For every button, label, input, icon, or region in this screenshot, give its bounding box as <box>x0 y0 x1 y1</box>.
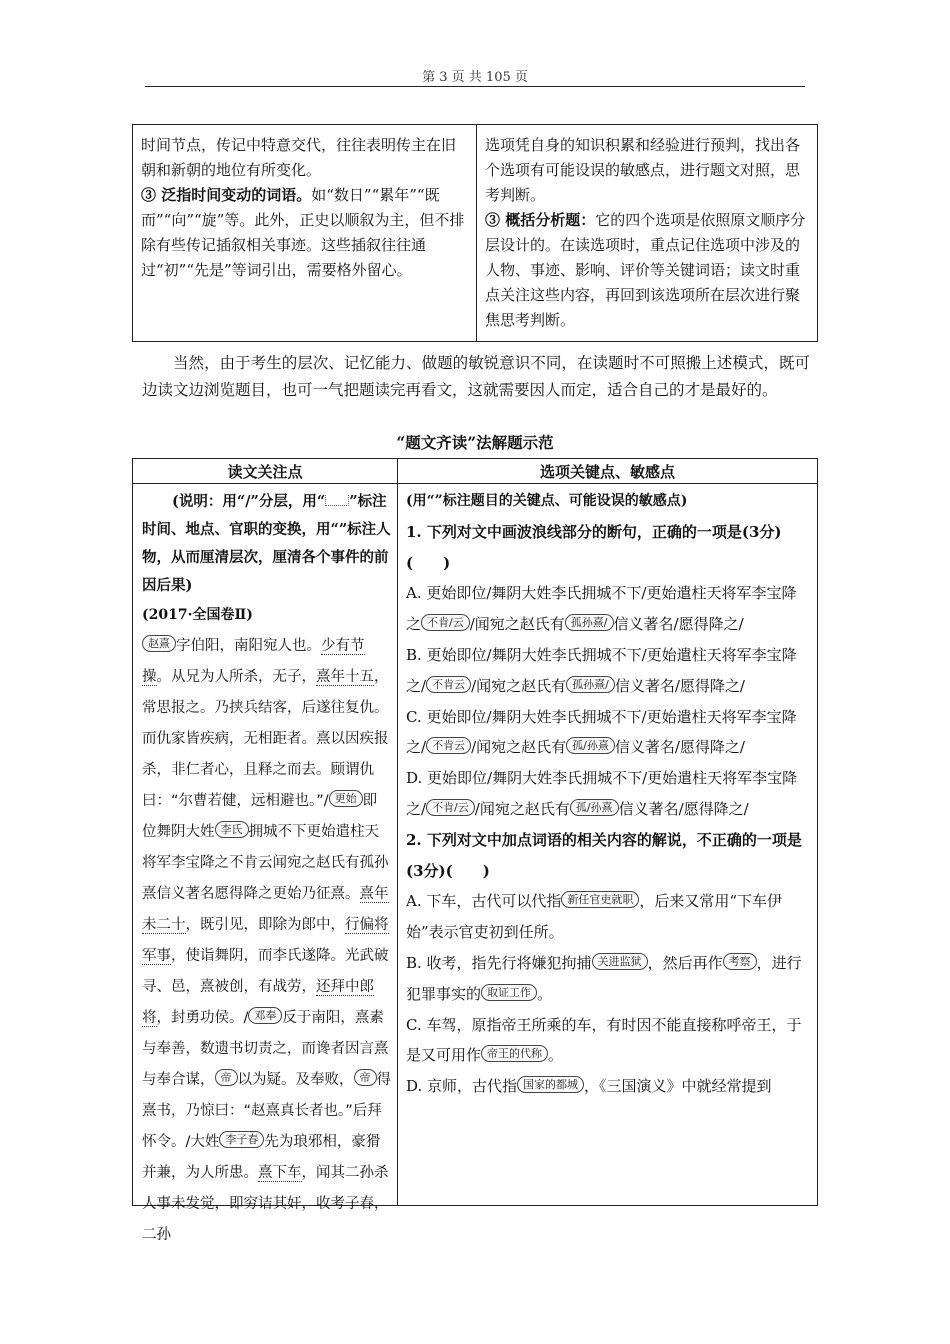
q1-option-b-seg-2: /闻宛之赵氏有 <box>471 676 567 695</box>
q1-option-d-tag-2: 孤/孙熹 <box>570 799 619 816</box>
passage-seg-6: ，既引见，即除为郎中， <box>185 917 345 933</box>
right-item-3-body: 它的四个选项是依照原文顺序分层设计的。在读选项时，重点记住选项中涉及的人物、事迹、影响、评价等关键词语；读文时重点关注这些内容，再回到该选项所在层次进行聚焦思考判断。 <box>485 211 806 329</box>
person-tag-lishi: 李氏 <box>215 821 249 838</box>
q1-option-c-tag-1: 不肯云 <box>426 737 471 754</box>
passage-underline-2: 熹年十五 <box>316 669 374 685</box>
q2-option-b-seg-4: 。 <box>537 984 553 1003</box>
person-tag-dengfeng: 邓奉 <box>248 1007 282 1024</box>
q1-option-b-tag-1: 不肯云 <box>426 676 471 693</box>
right-item-3 <box>485 208 809 333</box>
passage-seg-10: 以为疑。及奉败， <box>237 1072 354 1088</box>
header-divider <box>145 86 805 87</box>
passage-text <box>142 631 391 1251</box>
q2-option-b-tag-1: 关进监狱 <box>592 953 648 970</box>
method-table <box>132 124 818 342</box>
person-tag-gengshi: 更始 <box>329 790 363 807</box>
q1-option-c-seg-2: /闻宛之赵氏有 <box>471 738 567 757</box>
passage-underline-4: 行偏将军事 <box>142 917 389 964</box>
left-item-3-head: ③ 泛指时间变动的词语。 <box>141 186 312 204</box>
q1-option-d-tag-1: 不肯/云 <box>426 799 475 816</box>
question-1: 1. 下列对文中画波浪线部分的断句，正确的一项是(3分)( ) <box>406 522 782 572</box>
q1-option-d <box>406 763 809 825</box>
q2-option-b <box>406 948 809 1010</box>
q2-option-b-seg-1: B. 收考，指先行将嫌犯拘捕 <box>406 953 592 972</box>
q1-option-a <box>406 578 809 640</box>
q2-option-c-seg-1: C. 车驾，原指帝王所乘的车，有时因不能直接称呼帝王，于是又可用作 <box>406 1015 802 1065</box>
passage-underline-6: 熹下车 <box>258 1165 302 1181</box>
passage-seg-7: ，使诣舞阴，而李氏遂降。光武破寻、邑，熹被创，有战劳， <box>142 948 389 995</box>
q1-option-c <box>406 702 809 764</box>
q1-option-c-seg-1: C. 更始即位/舞阴大姓李氏拥城不下/更始遣柱天将军李宝降之/ <box>406 707 797 757</box>
q2-option-b-seg-3: ，进行犯罪事实的 <box>406 953 802 1003</box>
q1-option-d-seg-1: D. 更始即位/舞阴大姓李氏拥城不下/更始遣柱天将军李宝降之/ <box>406 769 798 818</box>
q1-option-b-seg-1: B. 更始即位/舞阴大姓李氏拥城不下/更始遣柱天将军李宝降之/ <box>406 645 797 695</box>
dotted-mark-sample <box>325 495 349 506</box>
reading-focus-cell <box>133 484 398 1243</box>
q2-option-a-seg-2: ，后来又常用“下车伊始”表示官吏初到任所。 <box>406 892 783 942</box>
q2-option-d-seg-1: D. 京师，古代指 <box>406 1077 518 1096</box>
person-tag-di-2: 帝 <box>354 1069 377 1086</box>
method-table-left-cell <box>133 125 477 342</box>
passage-underline-1: 少有节操 <box>142 638 365 685</box>
passage-underline-3: 熹年未二十 <box>142 886 389 933</box>
q1-option-c-seg-3: 信义著名/愿得降之/ <box>614 738 745 757</box>
page-header: 第 3 页 共 105 页 <box>422 70 528 85</box>
q2-option-c <box>406 1010 809 1072</box>
demo-table-header-left: 读文关注点 <box>133 459 398 484</box>
passage-seg-5: 拥城不下更始遣柱天将军李宝降之不肯云闻宛之赵氏有孤孙熹信义著名愿得降之更始乃征熹。 <box>142 824 389 902</box>
q1-option-c-tag-2: 孤/孙熹 <box>566 737 615 754</box>
left-text-1: 时间节点，传记中特意交代，往往表明传主在旧朝和新朝的地位有所变化。 <box>141 136 457 179</box>
passage-seg-12: 先为琅邪相，豪猾并兼，为人所患。 <box>142 1134 381 1181</box>
q1-option-b-seg-3: 信义著名/愿得降之/ <box>614 676 745 695</box>
left-note-a: (说明：用“/”分层，用“ <box>172 493 326 510</box>
person-tag-zhaoxi: 赵熹 <box>142 635 176 652</box>
section-title: “题文齐读”法解题示范 <box>396 433 554 452</box>
passage-seg-11: 得熹书，乃惊曰：“赵熹真长者也。”后拜怀令。/大姓 <box>142 1072 391 1150</box>
person-tag-lizichun: 李子春 <box>219 1131 264 1148</box>
q1-option-b-tag-2: 孤孙熹/ <box>566 676 615 693</box>
q1-option-d-seg-2: /闻宛之赵氏有 <box>474 799 570 818</box>
method-table-right-cell <box>477 125 818 342</box>
right-text-1: 选项凭自身的知识积累和经验进行预判，找出各个选项有可能设误的敏感点，进行题文对照，思考判断。 <box>485 136 801 204</box>
q2-option-b-seg-2: ，然后再作 <box>647 953 723 972</box>
q1-option-a-tag-1: 不肯/云 <box>421 614 470 631</box>
passage-seg-1: 字伯阳，南阳宛人也。 <box>176 638 321 654</box>
q2-option-d-seg-2: ，《三国演义》中就经常提到 <box>584 1077 772 1096</box>
demo-table <box>132 458 818 1243</box>
q2-option-c-seg-2: 。 <box>548 1046 564 1065</box>
q1-option-a-tag-2: 孤孙熹/ <box>565 614 614 631</box>
left-item-3 <box>141 183 468 283</box>
passage-seg-4: 即位舞阴大姓 <box>142 793 378 840</box>
left-note <box>142 488 391 600</box>
right-item-3-head: ③ 概括分析题： <box>485 211 596 229</box>
q2-option-d-tag: 国家的都城 <box>517 1076 584 1093</box>
q2-option-a-seg-1: A. 下车，古代可以代指 <box>406 892 562 911</box>
right-note: (用“”标注题目的关键点、可能设误的敏感点) <box>406 493 688 509</box>
body-paragraph: 当然，由于考生的层次、记忆能力、做题的敏锐意识不同，在读题时不可照搬上述模式，既可边读文边浏览题目，也可一气把题读完再看文，这就需要因人而定，适合自己的才是最好的。 <box>142 354 810 399</box>
source-label: (2017·全国卷Ⅱ) <box>142 607 253 623</box>
passage-seg-13: ，闻其二孙杀人事未发觉，即穷诘其奸，收考子春，二孙 <box>142 1165 389 1243</box>
passage-seg-2: 。从兄为人所杀，无子， <box>156 669 316 685</box>
q1-option-a-seg-2: /闻宛之赵氏有 <box>469 615 565 634</box>
left-item-3-body: 如“数日”“累年”“既而”“向”“旋”等。此外，正史以顺叙为主，但不排除有些传记插叙相关事迹。这些插叙往往通过“初”“先是”等词引出，需要格外留心。 <box>141 186 465 279</box>
q1-option-d-seg-3: 信义著名/愿得降之/ <box>618 799 749 818</box>
q1-option-b <box>406 640 809 702</box>
left-note-b: ”标注时间、地点、官职的变换，用“”标注人物，从而厘清层次，厘清各个事件的前因后果) <box>142 493 391 594</box>
q2-option-b-tag-2: 考察 <box>723 953 757 970</box>
q1-option-a-seg-3: 信义著名/愿得降之/ <box>613 615 744 634</box>
q2-option-a-tag: 新任官吏就职 <box>561 891 639 908</box>
q2-option-d <box>406 1071 809 1102</box>
person-tag-di-1: 帝 <box>215 1069 238 1086</box>
q2-option-c-tag: 帝王的代称 <box>481 1045 548 1062</box>
demo-table-header-right: 选项关键点、敏感点 <box>398 459 818 484</box>
passage-underline-5: 还拜中郎将 <box>142 979 374 1026</box>
q1-option-a-seg-1: A. 更始即位/舞阴大姓李氏拥城不下/更始遣柱天将军李宝降之 <box>406 584 797 634</box>
passage-seg-3: ，常思报之。乃挟兵结客，后遂往复仇。而仇家皆疾病，无相距者。熹以因疾报杀，非仁者心，且释之而去。顾谓仇曰：“尔曹若健，远相避也。”/ <box>142 669 389 809</box>
passage-seg-8: ，封勇功侯。/ <box>156 1010 249 1026</box>
question-2: 2. 下列对文中加点词语的相关内容的解说，不正确的一项是(3分)( ) <box>406 830 802 880</box>
q2-option-b-tag-3: 取证工作 <box>481 984 537 1001</box>
q2-option-a <box>406 886 809 948</box>
option-focus-cell <box>398 484 818 1206</box>
passage-seg-9: 反于南阳，熹素与奉善，数遗书切责之，而谗者因言熹与奉合谋， <box>142 1010 389 1088</box>
